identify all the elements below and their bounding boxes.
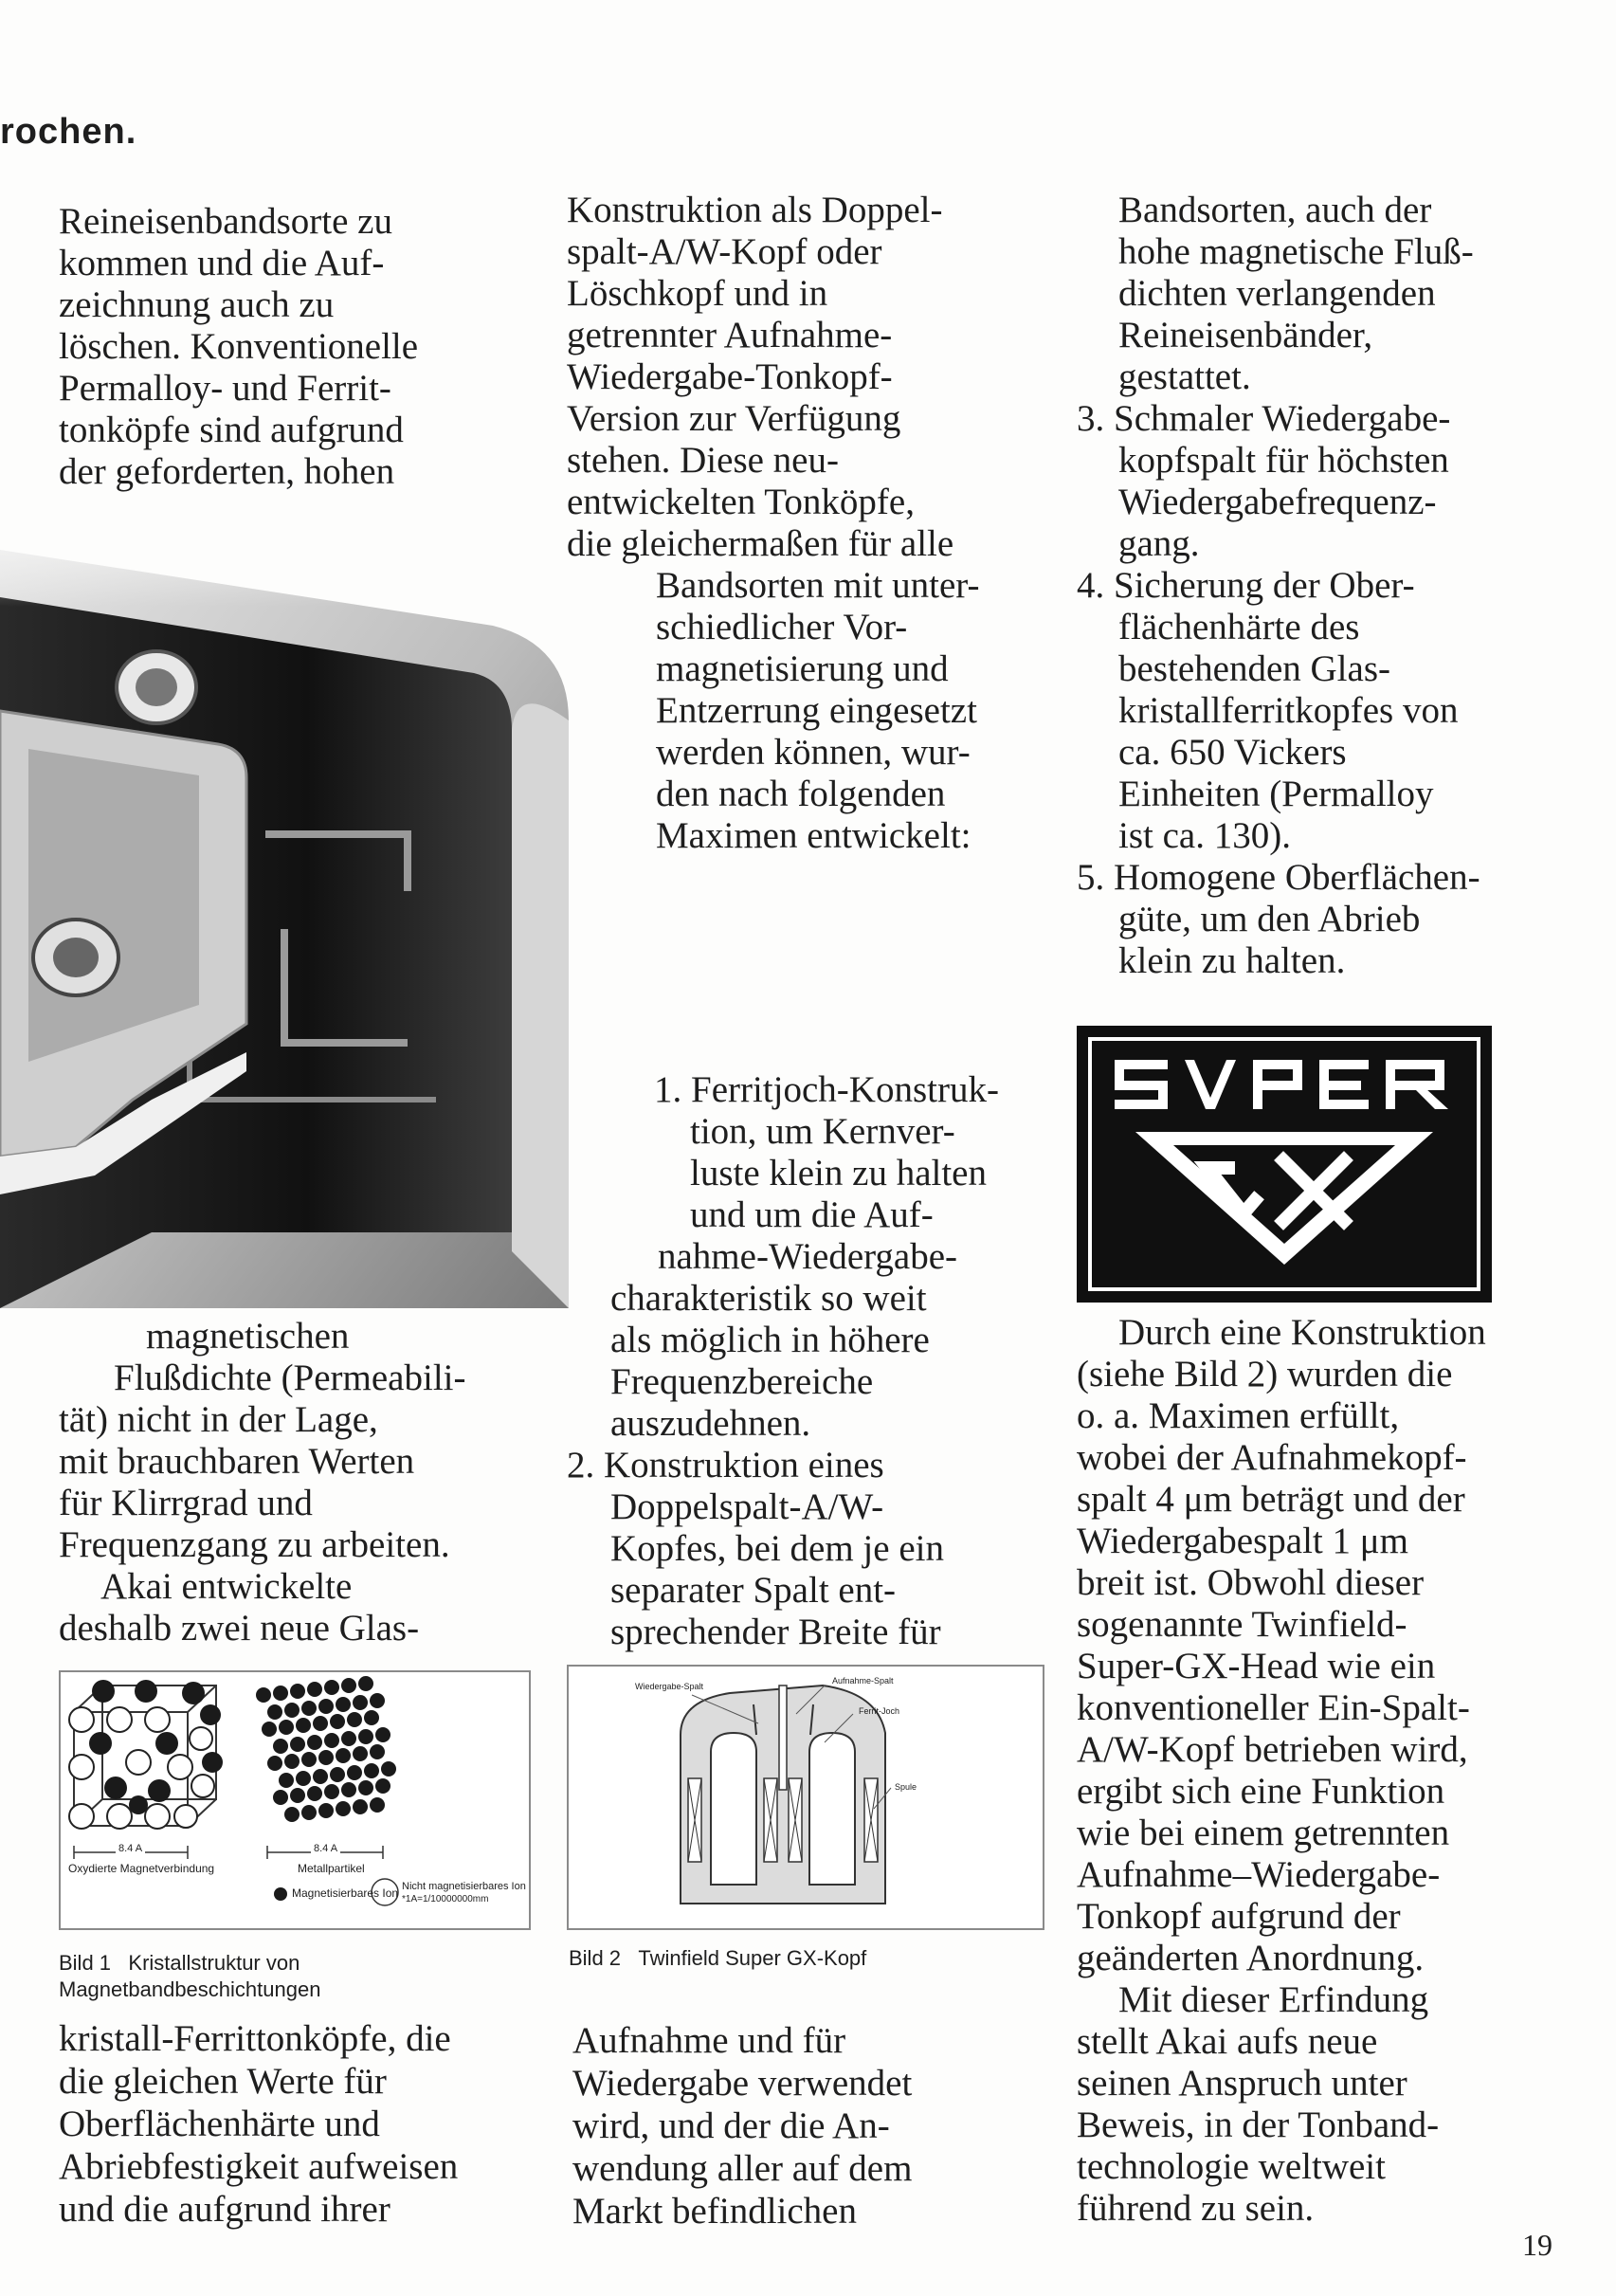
text-line: 4. Sicherung der Ober- [1077,565,1415,606]
metal-ion-dot [370,1744,385,1759]
text-line: 2. Konstruktion eines [567,1445,884,1485]
text-line: 3. Schmaler Wiedergabe- [1077,398,1451,439]
text-line: Wiedergabe-Tonkopf- [567,356,893,397]
metal-ion-dot [353,1695,368,1710]
text-line: die gleichermaßen für alle [567,523,954,564]
text-line: der geforderten, hohen [59,451,395,492]
metal-ion-dot [358,1729,373,1744]
text-line: deshalb zwei neue Glas- [59,1608,420,1649]
text-line: Beweis, in der Tonband- [1077,2105,1440,2145]
metal-ion-dot [301,1701,317,1716]
text-line: Version zur Verfügung [567,398,901,439]
text-line: separater Spalt ent- [610,1570,897,1611]
text-line: 1. Ferritjoch-Konstruk- [654,1069,999,1110]
figure-1-crystal-structure [59,1670,531,1930]
text-line: stehen. Diese neu- [567,440,839,481]
label-metal-particle: Metallpartikel [298,1862,365,1875]
text-line: wendung aller auf dem [572,2148,913,2189]
metal-ion-dot [318,1803,334,1818]
text-line: Wiedergabespalt 1 μm [1077,1521,1409,1561]
text-line: mit brauchbaren Werten [59,1441,415,1482]
text-line: wie bei einem getrennten [1077,1813,1450,1853]
metal-particle-lattice [256,1676,396,1822]
text-line: ergibt sich eine Funktion [1077,1771,1445,1812]
text-line: und um die Auf- [690,1194,934,1235]
text-line: sprechender Breite für [610,1612,941,1652]
text-line: flächenhärte des [1118,607,1360,647]
text-line: Abriebfestigkeit aufweisen [59,2146,459,2187]
text-line: Bandsorten mit unter- [656,565,980,606]
caption-text: Twinfield Super GX-Kopf [638,1946,867,1970]
text-line: und die aufgrund ihrer [59,2189,390,2230]
text-line: nahme-Wiedergabe- [658,1236,958,1277]
metal-ion-dot [290,1737,305,1752]
section-header-fragment: rochen. [0,112,137,152]
text-line: führend zu sein. [1077,2188,1315,2229]
metal-ion-dot [324,1733,339,1748]
text-line: Wiedergabe verwendet [572,2063,913,2104]
metal-ion-dot [284,1807,300,1822]
text-line: hohe magnetische Fluß- [1118,231,1474,272]
metal-ion-dot [284,1703,300,1718]
text-line: Permalloy- und Ferrit- [59,368,391,409]
metal-ion-dot [313,1769,328,1784]
label-oxide-compound: Oxydierte Magnetverbindung [68,1862,215,1875]
text-line: gestattet. [1118,356,1251,397]
text-line: Mit dieser Erfindung [1118,1979,1429,2020]
caption-text: Kristallstruktur von [128,1951,300,1975]
text-line: A/W-Kopf betrieben wird, [1077,1729,1468,1770]
metal-ion-dot [330,1714,345,1729]
text-line: konventioneller Ein-Spalt- [1077,1687,1470,1728]
figure-1-caption [59,1950,320,2003]
metal-ion-dot [267,1704,282,1720]
text-line: auszudehnen. [610,1403,811,1444]
text-line: luste klein zu halten [690,1153,987,1194]
metal-ion-dot [273,1686,288,1701]
label-coil: Spule [895,1782,917,1792]
metal-ion-dot [364,1710,379,1725]
caption-number: Bild 1 [59,1951,112,1975]
metal-ion-dot [284,1754,300,1769]
metal-ion-dot [273,1790,288,1805]
text-line: den nach folgenden [656,774,946,814]
text-line: Akai entwickelte [100,1566,353,1607]
text-line: Reineisenbandsorte zu [59,201,392,242]
text-line: bestehenden Glas- [1118,648,1390,689]
text-line: wobei der Aufnahmekopf- [1077,1437,1467,1478]
text-line: zeichnung auch zu [59,284,335,325]
text-line: Löschkopf und in [567,273,828,314]
metal-ion-dot [324,1680,339,1695]
text-line: Aufnahme–Wiedergabe- [1077,1854,1441,1895]
metal-ion-dot [290,1684,305,1699]
text-line: die gleichen Werte für [59,2061,387,2102]
metal-ion-dot [330,1767,345,1782]
metal-ion-dot [341,1731,356,1746]
metal-ion-dot [353,1746,368,1761]
super-gx-logo [1077,1026,1492,1303]
text-line: 5. Homogene Oberflächen- [1077,857,1480,898]
metal-ion-dot [381,1761,396,1777]
super-gx-logo-mark [1077,1026,1492,1303]
legend-unit-note: *1A=1/10000000mm [402,1894,489,1904]
text-line: wird, und der die An- [572,2105,890,2146]
metal-ion-dot [336,1748,351,1763]
text-line: dichten verlangenden [1118,273,1436,314]
column-1-middle [59,1316,466,1649]
metal-ion-dot [307,1735,322,1750]
text-line: technologie weltweit [1077,2146,1386,2187]
metal-ion-dot [336,1697,351,1712]
text-line: güte, um den Abrieb [1118,899,1421,939]
text-line: Reineisenbänder, [1118,315,1373,355]
metal-ion-dot [358,1676,373,1691]
metal-ion-dot [347,1712,362,1727]
legend-magnetizable-ion: Magnetisierbares Ion [292,1886,399,1900]
metal-ion-dot [347,1765,362,1780]
text-line: kommen und die Auf- [59,243,385,283]
text-line: ca. 650 Vickers [1118,732,1347,773]
column-3-bottom [1077,1312,1486,2230]
text-line: Bandsorten, auch der [1118,190,1432,230]
figure-2-caption [569,1945,866,1972]
text-line: Durch eine Konstruktion [1118,1312,1486,1353]
metal-ion-dot [290,1788,305,1803]
text-line: kopfspalt für höchsten [1118,440,1449,481]
text-line: charakteristik so weit [610,1278,927,1319]
label-playback-gap: Wiedergabe-Spalt [635,1682,704,1691]
text-line: tion, um Kernver- [690,1111,955,1152]
metal-ion-dot [364,1763,379,1778]
dimension-label-left: 8.4 A [116,1843,145,1854]
text-line: magnetisierung und [656,648,949,689]
metal-ion-dot [273,1739,288,1754]
metal-ion-dot [341,1782,356,1797]
metal-ion-dot [370,1797,385,1813]
metal-ion-dot [375,1778,390,1794]
text-line: werden können, wur- [656,732,971,773]
tape-head-photo [0,493,626,1308]
metal-ion-dot [375,1727,390,1742]
text-line: Flußdichte (Permeabili- [114,1358,466,1398]
text-line: kristall-Ferrittonköpfe, die [59,2018,451,2059]
text-line: tät) nicht in der Lage, [59,1399,378,1440]
caption-text-line2: Magnetbandbeschichtungen [59,1977,321,2001]
text-line: Tonkopf aufgrund der [1077,1896,1401,1937]
text-line: kristallferritkopfes von [1118,690,1459,731]
metal-ion-dot [301,1752,317,1767]
text-line: Doppelspalt-A/W- [610,1486,884,1527]
figure-2-twinfield-head [567,1665,1044,1930]
text-line: (siehe Bild 2) wurden die [1077,1354,1453,1394]
text-line: Konstruktion als Doppel- [567,190,943,230]
metal-ion-dot [296,1771,311,1786]
text-line: getrennter Aufnahme- [567,315,893,355]
legend-non-magnetizable-ion: Nicht magnetisierbares Ion [402,1881,526,1892]
text-line: Frequenzgang zu arbeiten. [59,1524,450,1565]
metal-ion-dot [370,1693,385,1708]
label-record-gap: Aufnahme-Spalt [832,1676,894,1686]
metal-ion-dot [341,1678,356,1693]
text-line: Wiedergabefrequenz- [1118,482,1437,522]
text-line: Oberflächenhärte und [59,2104,380,2144]
metal-ion-dot [358,1780,373,1795]
twinfield-head-diagram [569,1667,1043,1928]
metal-ion-dot [279,1720,294,1735]
text-line: Aufnahme und für [572,2020,846,2061]
metal-ion-dot [262,1722,277,1737]
text-line: für Klirrgrad und [59,1483,313,1523]
text-line: sogenannte Twinfield- [1077,1604,1407,1645]
metal-ion-dot [256,1687,271,1703]
text-line: entwickelten Tonköpfe, [567,482,915,522]
metal-ion-dot [313,1716,328,1731]
text-line: Super-GX-Head wie ein [1077,1646,1436,1686]
column-3-top [1077,190,1480,982]
text-line: seinen Anspruch unter [1077,2063,1407,2104]
column-2-bottom [572,2019,912,2232]
metal-ion-dot [296,1718,311,1733]
text-line: schiedlicher Vor- [656,607,908,647]
dimension-label-right: 8.4 A [311,1843,340,1854]
text-line: stellt Akai aufs neue [1077,2021,1378,2062]
metal-ion-dot [307,1786,322,1801]
text-line: Einheiten (Permalloy [1118,774,1434,814]
page-number: 19 [1522,2228,1552,2262]
metal-ion-dot [336,1801,351,1816]
text-line: o. a. Maximen erfüllt, [1077,1395,1400,1436]
text-line: löschen. Konventionelle [59,326,419,367]
text-line: klein zu halten. [1118,940,1346,981]
metal-ion-dot [353,1799,368,1814]
column-1-top [59,201,418,493]
label-ferrite-yoke: Ferrit-Joch [859,1706,900,1716]
text-line: Kopfes, bei dem je ein [610,1528,944,1569]
text-line: Frequenzbereiche [610,1361,874,1402]
metal-ion-dot [318,1750,334,1765]
text-line: Markt befindlichen [572,2191,857,2232]
metal-ion-dot [267,1756,282,1771]
metal-ion-dot [301,1805,317,1820]
column-2-middle [567,1069,999,1653]
metal-ion-dot [307,1682,322,1697]
text-line: magnetischen [146,1316,350,1357]
text-line: breit ist. Obwohl dieser [1077,1562,1425,1603]
text-line: geänderten Anordnung. [1077,1938,1425,1978]
column-2-top [567,190,979,857]
text-line: spalt-A/W-Kopf oder [567,231,882,272]
metal-ion-dot [318,1699,334,1714]
text-line: tonköpfe sind aufgrund [59,410,404,450]
text-line: Maximen entwickelt: [656,815,971,856]
text-line: gang. [1118,523,1200,564]
text-line: als möglich in höhere [610,1320,930,1360]
column-1-bottom [59,2017,458,2231]
text-line: Entzerrung eingesetzt [656,690,977,731]
metal-ion-dot [279,1773,294,1788]
caption-number: Bild 2 [569,1946,622,1970]
text-line: spalt 4 μm beträgt und der [1077,1479,1465,1520]
metal-ion-dot [324,1784,339,1799]
text-line: ist ca. 130). [1118,815,1291,856]
